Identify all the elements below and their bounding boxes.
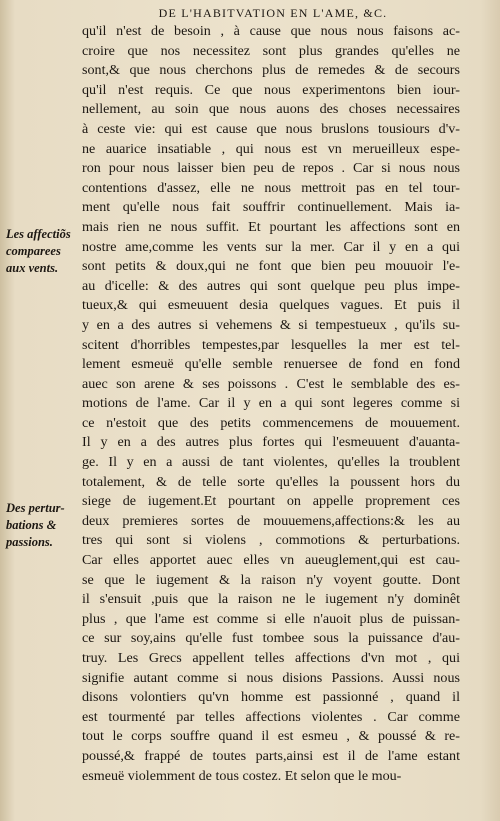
margin-note-affections	[6, 226, 80, 277]
margin-note-line: comparees	[6, 244, 61, 258]
text-line: nellement, au soin que nous auons des choses necessaires	[82, 101, 460, 118]
text-line: ne auarice insatiable , qui nous est vn merueilleux espe-	[82, 140, 460, 157]
text-line: truy. Les Grecs appellent telles affections d'vn mot , qui	[82, 650, 460, 666]
text-line: signifie autant comme si nous disions Passions. Aussi nous	[82, 669, 460, 686]
text-line: contentions d'assez, elle ne nous mettroit pas en tel tour-	[82, 179, 460, 196]
text-line: lement esmeuë qu'elle semble renuersee de fond en fond	[82, 356, 460, 373]
text-line: qu'il n'est requis. Ce que nous experimentons bien iour-	[82, 81, 460, 98]
text-line: Car elles apportet auec elles vn aueuglement,qui est cau-	[82, 552, 460, 569]
text-line: siege de iugement.Et pourtant on appelle proprement ces	[82, 493, 460, 510]
margin-note-line: Des pertur-	[6, 501, 65, 515]
text-line: deux premieres sortes de mouuemens,affections:& les au	[82, 512, 460, 529]
text-line: mais rien ne nous suffit. Et pourtant les affections sont en	[82, 218, 460, 235]
text-line: sont petits & doux,qui ne font que bien peu mouuoir l'e-	[82, 258, 460, 275]
text-line: totalement, & de telle sorte qu'elles la poussent hors du	[82, 473, 460, 490]
text-line: esmeuë violemment de tous costez. Et selon que le mou-	[82, 767, 402, 784]
text-line: nostre ame,comme les vents sur la mer. Car il y en a qui	[82, 238, 460, 255]
text-line: scitent d'horribles tempestes,par lesquelles la mer est tel-	[82, 336, 460, 353]
body-text	[82, 22, 460, 786]
text-line: sont,& que nous cherchons plus de remedes & de secours	[82, 62, 460, 79]
text-line: ce n'estoit que des petits commencemens de mouuement.	[82, 414, 460, 431]
text-line: ment qu'elle nous fait souffrir continuellement. Mais ia-	[82, 199, 460, 216]
margin-note-perturbations	[6, 500, 80, 551]
text-line: ce sur soy,ains qu'elle fust tombee sous la puissance d'au-	[82, 630, 460, 647]
text-line: ron pour nous laisser bien peu de repos . Car si nous nous	[82, 160, 460, 177]
text-line: tueux,& qui esmeuuent desia quelques vagues. Et puis il	[82, 297, 460, 314]
margin-note-line: aux vents.	[6, 261, 59, 275]
text-line: y en a des autres si vehemens & si tempestueux , qu'ils su-	[82, 316, 460, 333]
text-line: il s'ensuit ,puis que la raison ne le iugement n'y dominêt	[82, 591, 460, 608]
text-line: est tourmenté par telles affections violentes . Car comme	[82, 708, 460, 725]
text-line: à ceste vie: qui est cause que nous bruslons tousiours d'v-	[82, 120, 460, 137]
running-head: DE L'HABITVATION EN L'AME, &C.	[158, 6, 388, 20]
text-line: plus , que l'ame est comme si elle n'auoit plus de puissan-	[82, 610, 460, 627]
text-line: poussé,& frappé de toutes parts,ainsi est il de l'ame estant	[82, 747, 460, 764]
text-line: au d'icelle: & des autres qui sont quelque peu plus impe-	[82, 277, 460, 294]
text-line: auec son arene & ses poissons . C'est le semblable des es-	[82, 375, 460, 392]
text-line: tout le corps souffre quand il est esmeu , & poussé & re-	[82, 728, 460, 745]
text-line: motions de l'ame. Car il y en a qui sont legeres comme si	[82, 395, 460, 412]
margin-note-line: Les affectiõs	[6, 227, 71, 241]
text-line: ge. Il y en a aussi de tant violentes, qu'elles la troublent	[82, 454, 460, 471]
text-line: tres qui sont si violens , commotions & perturbations.	[82, 532, 460, 549]
text-line: se que le iugement & la raison n'y voyent goutte. Dont	[82, 571, 460, 588]
text-line: croire que nos necessitez sont plus grandes qu'elles ne	[82, 42, 460, 59]
margin-note-line: passions.	[6, 535, 53, 549]
text-line: disons volontiers qu'vn homme est passionné , quand il	[82, 689, 460, 706]
text-line: qu'il n'est de besoin , à cause que nous nous faisons ac-	[82, 23, 460, 39]
margin-note-line: bations &	[6, 518, 57, 532]
text-line: Il y en a des autres plus fortes qui l'esmeuuent d'auanta-	[82, 434, 460, 451]
